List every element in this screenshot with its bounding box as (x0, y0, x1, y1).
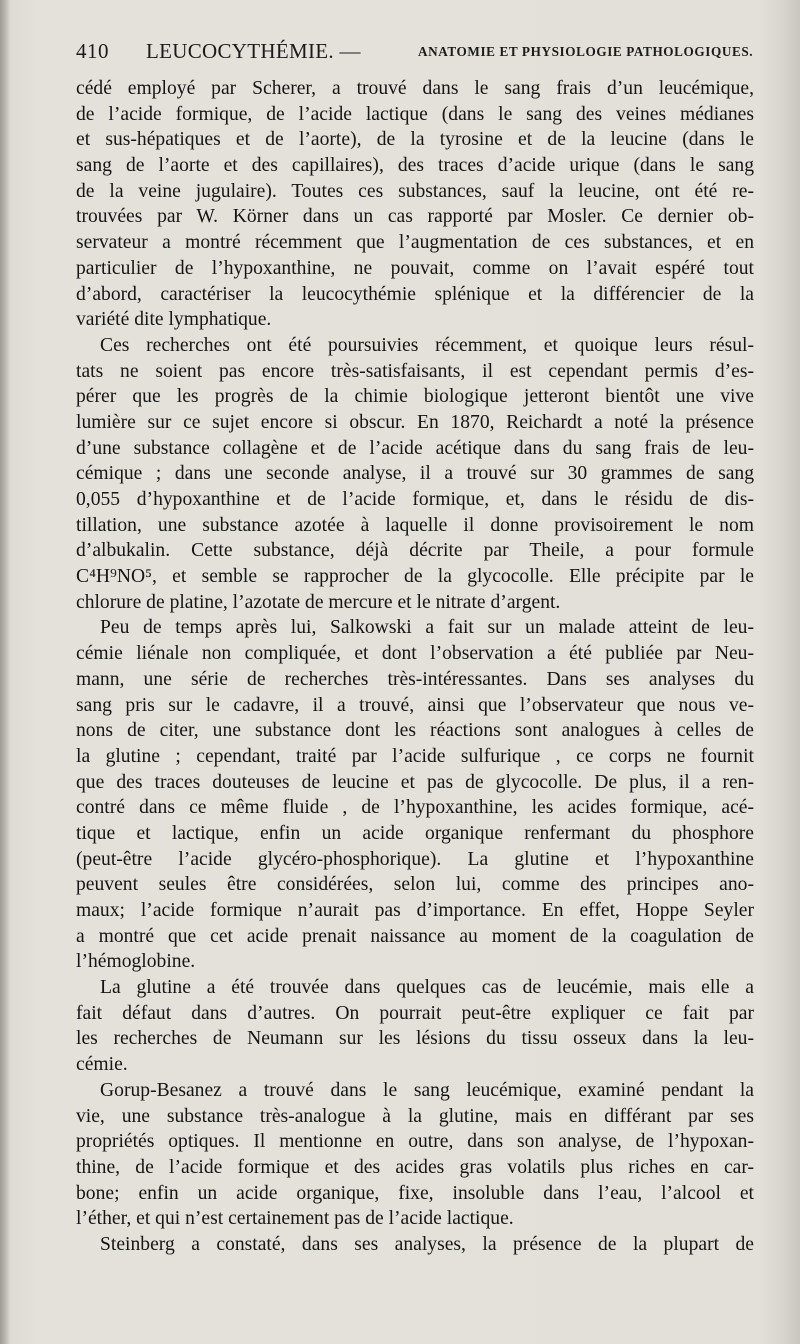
text-line: mann, une série de recherches très-intéressantes. Dans ses analyses du (76, 668, 754, 690)
text-line: 0,055 d’hypoxanthine et de l’acide formique, et, dans le résidu de dis- (76, 489, 754, 510)
text-line: que des traces douteuses de leucine et pas de glycocolle. De plus, il a ren- (76, 771, 754, 793)
binding-shadow (0, 0, 10, 1344)
text-line: Ces recherches ont été poursuivies récemment, et quoique leurs résul- (100, 334, 754, 356)
text-line: tats ne soient pas encore très-satisfaisants, il est cependant permis d’es- (76, 360, 754, 382)
text-line: La glutine a été trouvée dans quelques cas de leucémie, mais elle a (100, 977, 754, 999)
text-line: de l’acide formique, de l’acide lactique (dans le sang des veines médianes (76, 103, 754, 125)
text-line: contré dans ce même fluide , de l’hypoxanthine, les acides formique, acé- (76, 797, 754, 819)
text-line: pérer que les progrès de la chimie biologique jetteront bientôt une vive (76, 386, 754, 408)
text-line: l’éther, et qui n’est certainement pas de l’acide lactique. (76, 1208, 514, 1230)
text-line: maux; l’acide formique n’aurait pas d’importance. En effet, Hoppe Seyler (76, 900, 754, 921)
text-line: d’une substance collagène et de l’acide acétique dans du sang frais de leu- (76, 437, 754, 459)
page-number: 410 (76, 39, 109, 63)
text-line: la glutine ; cependant, traité par l’acide sulfurique , ce corps ne fournit (76, 745, 754, 767)
text-line: sang pris sur le cadavre, il a trouvé, ainsi que l’observateur que nous ve- (76, 694, 754, 716)
text-line: cémique ; dans une seconde analyse, il a trouvé sur 30 grammes de sang (76, 463, 754, 485)
text-line: thine, de l’acide formique et des acides gras volatils plus riches en car- (76, 1156, 754, 1178)
text-line: cémie liénale non compliquée, et dont l’observation a été publiée par Neu- (76, 643, 754, 665)
text-line: servateur a montré récemment que l’augmentation de ces substances, et en (76, 232, 754, 254)
running-subtitle: ANATOMIE ET PHYSIOLOGIE PATHOLOGIQUES. (418, 44, 754, 59)
text-line: les recherches de Neumann sur les lésions du tissu osseux dans la leu- (76, 1028, 754, 1050)
text-line: nons de citer, une substance dont les réactions sont analogues à celles de (76, 720, 754, 742)
text-line: propriétés optiques. Il mentionne en outre, dans son analyse, de l’hypoxan- (76, 1131, 754, 1153)
text-line: Steinberg a constaté, dans ses analyses, la présence de la plupart de (100, 1233, 754, 1255)
text-line: a montré que cet acide prenait naissance au moment de la coagulation de (76, 925, 754, 947)
text-line: bone; enfin un acide organique, fixe, insoluble dans l’eau, l’alcool et (76, 1182, 754, 1204)
text-line: fait défaut dans d’autres. On pourrait peut-être expliquer ce fait par (76, 1002, 754, 1024)
text-line: cémie. (76, 1054, 128, 1076)
text-line: et sus-hépatiques et de l’aorte), de la tyrosine et de la leucine (dans le (76, 129, 754, 151)
text-line: C⁴H⁹NO⁵, et semble se rapprocher de la glycocolle. Elle précipite par le (76, 566, 754, 588)
text-line: cédé employé par Scherer, a trouvé dans le sang frais d’un leucémique, (76, 78, 754, 99)
text-line: tillation, une substance azotée à laquelle il donne provisoirement le nom (76, 514, 754, 536)
text-line: particulier de l’hypoxanthine, ne pouvait, comme on l’avait espéré tout (76, 257, 754, 279)
text-line: d’abord, caractériser la leucocythémie splénique et la différencier de la (76, 283, 754, 305)
text-line: vie, une substance très-analogue à la glutine, mais en différant par ses (76, 1105, 754, 1127)
text-line: Gorup-Besanez a trouvé dans le sang leucémique, examiné pendant la (100, 1079, 754, 1101)
running-header (76, 36, 756, 70)
text-line: peuvent seules être considérées, selon lui, comme des principes ano- (76, 874, 754, 896)
text-line: tique et lactique, enfin un acide organique renfermant du phosphore (76, 822, 754, 844)
running-title: LEUCOCYTHÉMIE. — (146, 39, 361, 63)
text-line: variété dite lymphatique. (76, 309, 272, 331)
text-line: de la veine jugulaire). Toutes ces substances, sauf la leucine, ont été re- (76, 180, 754, 202)
text-line: trouvées par W. Körner dans un cas rapporté par Mosler. Ce dernier ob- (76, 206, 754, 228)
text-line: sang de l’aorte et des capillaires), des traces d’acide urique (dans le sang (76, 155, 754, 177)
text-line: (peut-être l’acide glycéro-phosphorique). La glutine et l’hypoxanthine (76, 848, 754, 870)
text-line: lumière sur ce sujet encore si obscur. En 1870, Reichardt a noté la présence (76, 411, 754, 433)
text-line: chlorure de platine, l’azotate de mercure et le nitrate d’argent. (76, 591, 561, 613)
body-text (76, 76, 754, 1258)
text-line: d’albukalin. Cette substance, déjà décrite par Theile, a pour formule (76, 540, 754, 562)
text-line: l’hémoglobine. (76, 951, 196, 973)
text-line: Peu de temps après lui, Salkowski a fait sur un malade atteint de leu- (100, 617, 754, 639)
